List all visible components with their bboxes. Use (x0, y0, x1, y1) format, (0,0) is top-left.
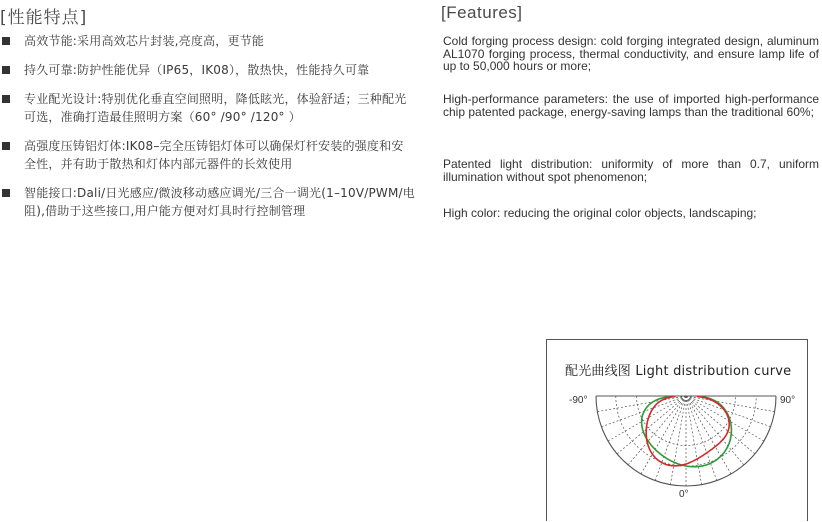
radial-line (670, 396, 686, 485)
feature-paragraph-performance (443, 93, 819, 118)
radial-line (686, 396, 744, 465)
square-bullet-icon (2, 142, 10, 150)
angle-label-bottom: 0° (679, 489, 689, 500)
angle-label-right: 90° (780, 395, 796, 406)
paragraph-text: High-performance parameters: the use of imported high-performance chip patented package, energy-saving lamps than the traditional 60%; (443, 92, 819, 119)
polar-grid (596, 396, 776, 486)
radial-line (608, 396, 686, 441)
feature-text: 持久可靠:防护性能优异（IP65，IK08），散热快，性能持久可靠 (24, 63, 370, 77)
square-bullet-icon (2, 95, 10, 103)
radial-line (641, 396, 686, 474)
radial-line (628, 396, 686, 465)
features-list-zh (0, 32, 415, 231)
feature-text: 智能接口:Dali/日光感应/微波移动感应调光/三合一调光(1–10V/PWM/电阻),借助于这些接口,用户能方便对灯具时行控制管理 (24, 186, 415, 218)
paragraph-text: Cold forging process design: cold forging integrated design, aluminum AL1070 forging process, thermal conductivity, and ensure lamp life of up to 50,000 hours or more; (443, 34, 819, 73)
light-curve-title: 配光曲线图 Light distribution curve (565, 364, 792, 379)
square-bullet-icon (2, 66, 10, 74)
list-item (0, 137, 415, 173)
list-item (0, 90, 415, 126)
radial-line (655, 396, 686, 481)
feature-text: 专业配光设计:特别优化垂直空间照明，降低眩光，体验舒适；三种配光可选，准确打造最佳照明方案（60° /90° /120° ） (24, 92, 407, 124)
paragraph-text: High color: reducing the original color objects, landscaping; (443, 206, 757, 220)
feature-paragraph-light-distribution (443, 158, 819, 183)
polar-light-curve (547, 340, 809, 522)
feature-text: 高效节能:采用高效芯片封装,亮度高，更节能 (24, 34, 265, 48)
feature-text: 高强度压铸铝灯体:IK08–完全压铸铝灯体可以确保灯杆安装的强度和安全性，并有助于散热和灯体内部元器件的长效使用 (24, 139, 404, 171)
radial-line (597, 396, 686, 412)
features-title-zh: [性能特点] (0, 8, 88, 28)
inner-arc-1 (616, 396, 756, 466)
red-distribution-curve (646, 396, 729, 465)
radial-line (686, 396, 702, 485)
features-title-en: [Features] (441, 3, 523, 22)
radial-line (686, 396, 771, 427)
radial-line (686, 396, 775, 412)
list-item (0, 184, 415, 220)
angle-label-left: -90° (569, 395, 588, 406)
list-item (0, 32, 415, 50)
square-bullet-icon (2, 189, 10, 197)
light-distribution-panel (546, 339, 808, 521)
square-bullet-icon (2, 37, 10, 45)
list-item (0, 61, 415, 79)
paragraph-text: Patented light distribution: uniformity of more than 0.7, uniform illumination without spot phenomenon; (443, 157, 819, 184)
feature-paragraph-cold-forging (443, 35, 819, 73)
feature-paragraph-high-color (443, 207, 819, 220)
